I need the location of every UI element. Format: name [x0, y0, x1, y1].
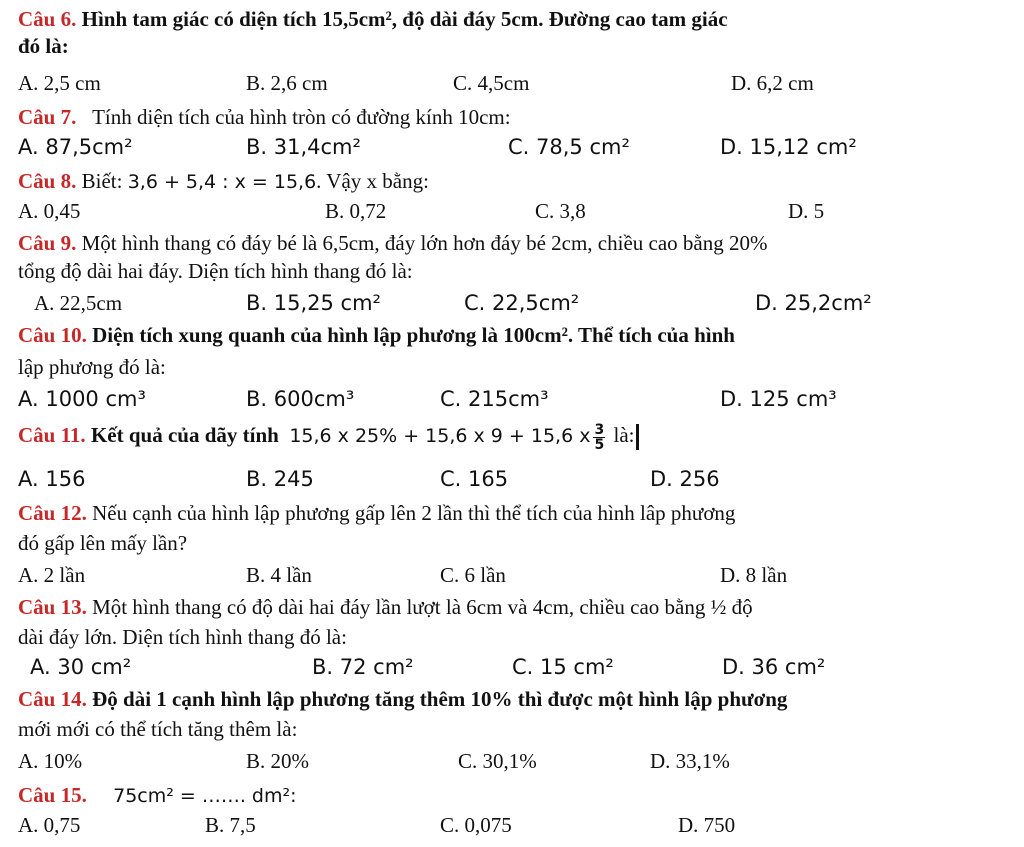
question-text: Diện tích xung quanh của hình lập phương là 100cm². Thể tích của hình	[92, 323, 735, 347]
option-a[interactable]: A. 30 cm²	[30, 655, 132, 679]
text-cursor	[636, 424, 639, 450]
question-text-cont: lập phương đó là:	[18, 355, 166, 379]
option-d[interactable]: D. 33,1%	[650, 749, 730, 773]
option-b[interactable]: B. 2,6 cm	[246, 71, 328, 95]
fraction-denominator: 5	[594, 436, 605, 453]
fraction	[593, 423, 605, 452]
question-text-cont: tổng độ dài hai đáy. Diện tích hình thang đó là:	[18, 259, 413, 283]
option-d[interactable]: D. 25,2cm²	[755, 291, 872, 315]
question-label: Câu 10.	[18, 323, 87, 347]
option-b[interactable]: B. 0,72	[325, 199, 387, 223]
option-c[interactable]: C. 165	[440, 467, 509, 491]
option-c[interactable]: C. 78,5 cm²	[508, 135, 630, 159]
question-text: Tính diện tích của hình tròn có đường kính 10cm:	[92, 105, 511, 129]
option-b[interactable]: B. 72 cm²	[312, 655, 414, 679]
question-9	[18, 230, 767, 256]
question-label: Câu 6.	[18, 7, 77, 31]
question-text: Biết:	[81, 169, 123, 193]
option-d[interactable]: D. 750	[678, 813, 736, 837]
fraction-numerator: 3	[594, 421, 605, 438]
question-label: Câu 9.	[18, 231, 77, 255]
question-text: Độ dài 1 cạnh hình lập phương tăng thêm 10% thì được một hình lập phương	[92, 687, 788, 711]
option-b[interactable]: B. 20%	[246, 749, 309, 773]
question-text-cont: mới mới có thể tích tăng thêm là:	[18, 717, 298, 741]
question-text: Hình tam giác có diện tích 15,5cm², độ dài đáy 5cm. Đường cao tam giác	[81, 7, 728, 31]
option-c[interactable]: C. 15 cm²	[512, 655, 614, 679]
question-text: Kết quả của dãy tính	[90, 423, 279, 447]
option-a[interactable]: A. 1000 cm³	[18, 387, 146, 411]
option-b[interactable]: B. 4 lần	[246, 563, 312, 587]
option-c[interactable]: C. 22,5cm²	[464, 291, 580, 315]
question-14	[18, 686, 787, 712]
option-b[interactable]: B. 15,25 cm²	[246, 291, 381, 315]
option-d[interactable]: D. 5	[788, 199, 825, 223]
math-expression: 3,6 + 5,4 : x = 15,6	[127, 171, 317, 193]
question-label: Câu 11.	[18, 423, 86, 447]
question-8	[18, 168, 429, 195]
question-13	[18, 594, 753, 620]
question-label: Câu 13.	[18, 595, 87, 619]
option-d[interactable]: D. 15,12 cm²	[720, 135, 857, 159]
option-a[interactable]: A. 87,5cm²	[18, 135, 133, 159]
option-c[interactable]: C. 3,8	[535, 199, 586, 223]
question-label: Câu 8.	[18, 169, 77, 193]
option-b[interactable]: B. 7,5	[205, 813, 256, 837]
question-label: Câu 15.	[18, 783, 87, 807]
option-a[interactable]: A. 2 lần	[18, 563, 86, 587]
question-label: Câu 14.	[18, 687, 87, 711]
option-b[interactable]: B. 31,4cm²	[246, 135, 361, 159]
question-12	[18, 500, 735, 526]
option-b[interactable]: B. 600cm³	[246, 387, 355, 411]
question-6	[18, 6, 728, 32]
option-a[interactable]: A. 156	[18, 467, 86, 491]
question-text: là:	[613, 423, 635, 447]
option-a[interactable]: A. 0,45	[18, 199, 81, 223]
option-d[interactable]: D. 6,2 cm	[731, 71, 814, 95]
option-d[interactable]: D. 125 cm³	[720, 387, 837, 411]
question-text: Nếu cạnh của hình lập phương gấp lên 2 lần thì thể tích của hình lâp phương	[92, 501, 736, 525]
math-expression: 15,6 x 25% + 15,6 x 9 + 15,6 x	[289, 425, 591, 447]
option-c[interactable]: C. 0,075	[440, 813, 512, 837]
option-c[interactable]: C. 215cm³	[440, 387, 549, 411]
question-11	[18, 422, 639, 452]
question-7	[18, 104, 511, 130]
question-text-cont: dài đáy lớn. Diện tích hình thang đó là:	[18, 625, 347, 649]
option-b[interactable]: B. 245	[246, 467, 314, 491]
question-text: . Vậy x bằng:	[316, 169, 429, 193]
option-d[interactable]: D. 36 cm²	[722, 655, 826, 679]
option-c[interactable]: C. 30,1%	[458, 749, 537, 773]
question-text: Một hình thang có đáy bé là 6,5cm, đáy lớn hơn đáy bé 2cm, chiều cao bằng 20%	[81, 231, 768, 255]
question-text-cont: đó gấp lên mấy lần?	[18, 531, 188, 555]
option-c[interactable]: C. 4,5cm	[453, 71, 530, 95]
question-10	[18, 322, 735, 348]
option-a[interactable]: A. 10%	[18, 749, 83, 773]
question-label: Câu 7.	[18, 105, 77, 129]
question-text-cont: đó là:	[18, 34, 69, 58]
option-a[interactable]: A. 2,5 cm	[18, 71, 101, 95]
question-label: Câu 12.	[18, 501, 87, 525]
math-expression: 75cm² = ……. dm²:	[113, 785, 297, 807]
option-a[interactable]: A. 0,75	[18, 813, 81, 837]
option-d[interactable]: D. 256	[650, 467, 720, 491]
question-15	[18, 782, 297, 809]
question-text: Một hình thang có độ dài hai đáy lần lượt là 6cm và 4cm, chiều cao bằng ½ độ	[92, 595, 753, 619]
option-c[interactable]: C. 6 lần	[440, 563, 506, 587]
option-d[interactable]: D. 8 lần	[720, 563, 788, 587]
option-a[interactable]: A. 22,5cm	[34, 291, 123, 315]
